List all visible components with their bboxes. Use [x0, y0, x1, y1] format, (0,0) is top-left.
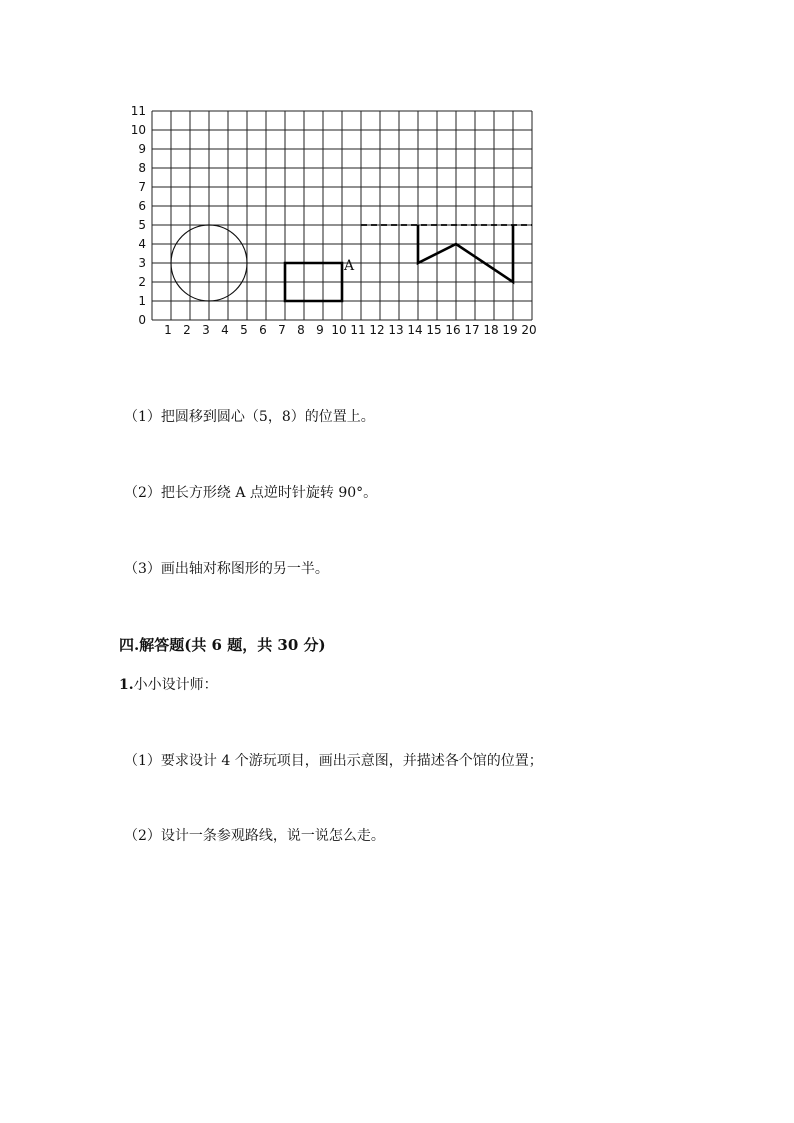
y-tick-label: 9 — [138, 142, 146, 156]
x-tick-label: 11 — [350, 323, 366, 337]
x-tick-label: 17 — [464, 323, 480, 337]
x-tick-label: 9 — [316, 323, 324, 337]
x-tick-label: 7 — [278, 323, 286, 337]
y-tick-label: 11 — [130, 104, 146, 118]
x-tick-label: 1 — [164, 323, 172, 337]
question-1: （1）把圆移到圆心（5，8）的位置上。 — [124, 409, 375, 425]
y-tick-label: 6 — [138, 199, 146, 213]
x-tick-label: 4 — [221, 323, 229, 337]
x-tick-label: 6 — [259, 323, 267, 337]
y-tick-label: 2 — [138, 275, 146, 289]
x-tick-label: 13 — [388, 323, 404, 337]
x-tick-label: 16 — [445, 323, 461, 337]
x-tick-label: 12 — [369, 323, 385, 337]
y-tick-label: 0 — [138, 313, 146, 327]
point-a-label: A — [344, 258, 355, 274]
coordinate-grid-figure — [118, 100, 558, 365]
x-tick-label: 20 — [521, 323, 537, 337]
x-tick-label: 15 — [426, 323, 442, 337]
y-tick-label: 1 — [138, 294, 146, 308]
half-symmetric-figure — [418, 225, 513, 282]
x-axis-labels — [164, 323, 536, 337]
x-tick-label: 19 — [502, 323, 518, 337]
y-tick-label: 3 — [138, 256, 146, 270]
y-tick-label: 8 — [138, 161, 146, 175]
y-axis-labels — [131, 104, 146, 327]
x-tick-label: 8 — [297, 323, 305, 337]
problem-1-title — [119, 674, 218, 694]
section-title: 四.解答题(共 6 题，共 30 分) — [119, 636, 326, 654]
x-tick-label: 18 — [483, 323, 499, 337]
x-tick-label: 10 — [331, 323, 347, 337]
x-tick-label: 2 — [183, 323, 191, 337]
problem-1-part-1: （1）要求设计 4 个游玩项目，画出示意图，并描述各个馆的位置； — [124, 753, 543, 769]
x-tick-label: 3 — [202, 323, 210, 337]
y-tick-label: 5 — [138, 218, 146, 232]
problem-1-part-2: （2）设计一条参观路线，说一说怎么走。 — [124, 828, 385, 844]
problem-title-text: 小小设计师： — [133, 677, 218, 693]
x-tick-label: 14 — [407, 323, 423, 337]
y-tick-label: 7 — [138, 180, 146, 194]
problem-number: 1. — [119, 677, 134, 693]
x-tick-label: 5 — [240, 323, 248, 337]
question-3: （3）画出轴对称图形的另一半。 — [124, 561, 329, 577]
y-tick-label: 4 — [138, 237, 146, 251]
question-2: （2）把长方形绕 A 点逆时针旋转 90°。 — [124, 485, 378, 501]
y-tick-label: 10 — [130, 123, 146, 137]
